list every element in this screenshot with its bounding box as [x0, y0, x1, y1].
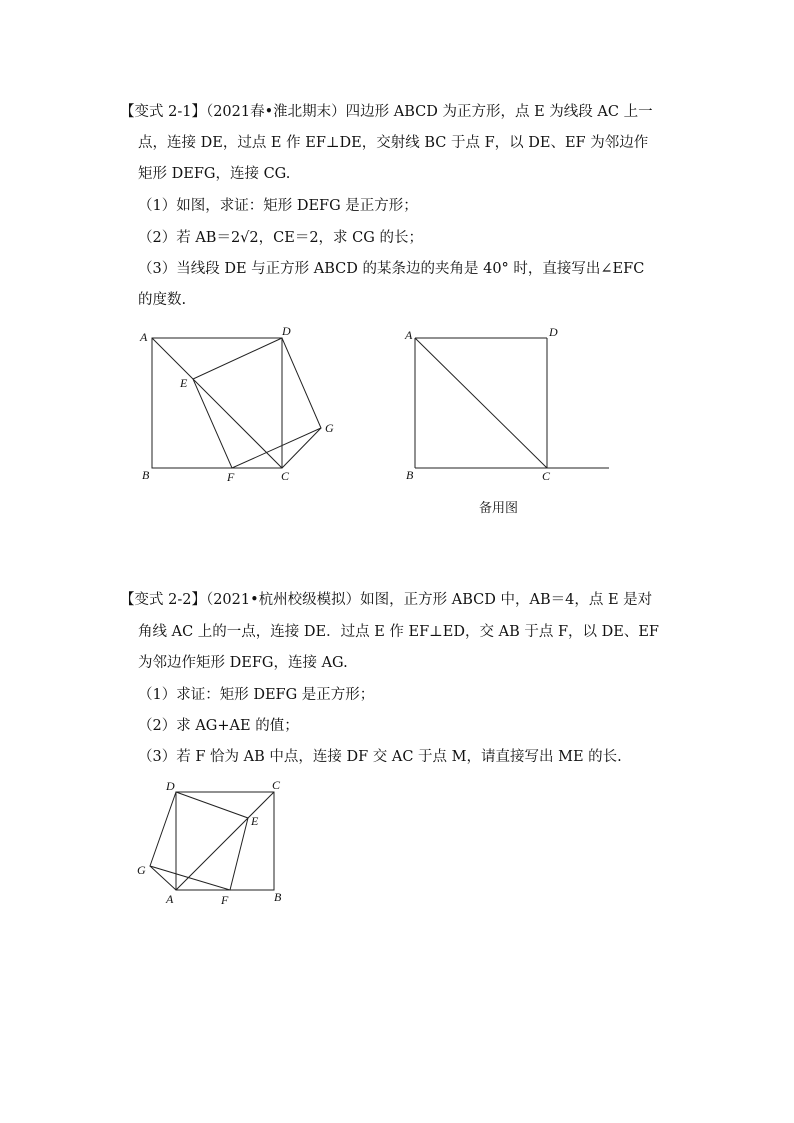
problem2-figure [130, 775, 300, 910]
label-e: E [251, 814, 259, 828]
label-d: D [282, 324, 291, 338]
label-g: G [325, 421, 334, 435]
label-a: A [140, 330, 148, 344]
label-c: C [272, 778, 281, 792]
square-defg [150, 792, 248, 890]
label-b: B [274, 890, 282, 904]
problem1-part3-cont: 的度数. [138, 292, 187, 308]
problem2-heading: 【变式 2-2】（2021•杭州校级模拟）如图，正方形 ABCD 中，AB＝4，点 E 是对 [120, 592, 653, 608]
problem1-figure-main [130, 318, 350, 488]
problem2-text-line: 为邻边作矩形 DEFG，连接 AG. [138, 655, 348, 671]
problem2-part1: （1）求证：矩形 DEFG 是正方形； [138, 687, 375, 703]
label-g: G [137, 863, 146, 877]
diagonal-ac [415, 338, 547, 468]
problem1-heading: 【变式 2-1】（2021春•淮北期末）四边形 ABCD 为正方形，点 E 为线段 AC 上一 [120, 104, 653, 120]
label-d: D [549, 325, 558, 339]
problem2-text-line: 角线 AC 上的一点，连接 DE．过点 E 作 EF⊥ED，交 AB 于点 F，以 DE、EF [138, 624, 659, 640]
square-defg [193, 338, 321, 468]
problem1-part2: （2）若 AB＝2√2，CE＝2，求 CG 的长； [138, 230, 423, 246]
problem1-text-line: 矩形 DEFG，连接 CG. [138, 166, 291, 182]
problem1-part3: （3）当线段 DE 与正方形 ABCD 的某条边的夹角是 40° 时，直接写出∠EFC [138, 261, 645, 277]
label-e: E [180, 376, 188, 390]
diagonal-ac [152, 338, 282, 468]
label-d: D [166, 779, 175, 793]
label-c: C [542, 469, 551, 483]
label-b: B [142, 468, 150, 482]
label-f: F [227, 470, 235, 484]
figure-caption: 备用图 [479, 501, 519, 516]
segment-cg [282, 428, 321, 468]
label-c: C [281, 469, 290, 483]
label-f: F [221, 893, 229, 907]
label-a: A [166, 892, 174, 906]
problem1-part1: （1）如图，求证：矩形 DEFG 是正方形； [138, 198, 418, 214]
problem2-part2: （2）求 AG+AE 的值； [138, 718, 299, 734]
problem1-figure-backup [398, 318, 618, 488]
label-a: A [405, 328, 413, 342]
problem1-text-line: 点，连接 DE，过点 E 作 EF⊥DE，交射线 BC 于点 F，以 DE、EF 为邻边作 [138, 135, 649, 151]
label-b: B [406, 468, 414, 482]
problem2-part3: （3）若 F 恰为 AB 中点，连接 DF 交 AC 于点 M，请直接写出 ME 的长. [138, 749, 622, 765]
diagonal-ac [176, 792, 274, 890]
